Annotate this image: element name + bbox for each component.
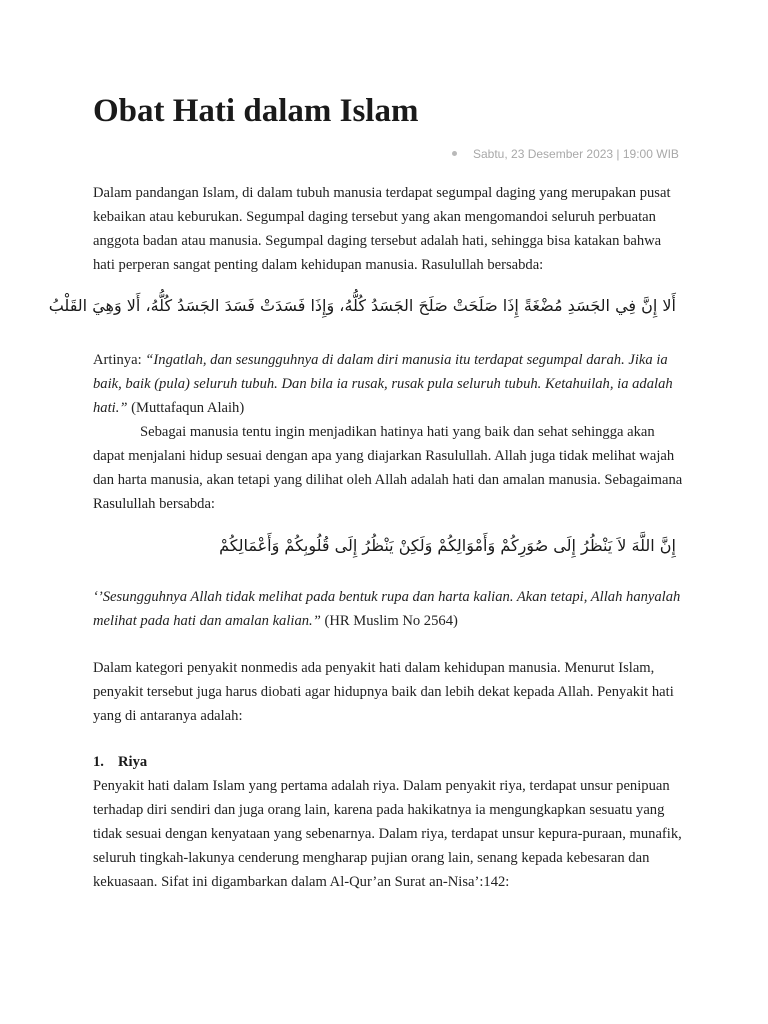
body-paragraph-3: Dalam kategori penyakit nonmedis ada penyakit hati dalam kehidupan manusia. Menurut Islam, penyakit tersebut juga harus diobati agar hidupnya baik dan lebih dekat kepada Allah. Penyakit hati yang di antaranya adalah: [93, 660, 674, 724]
translation-quote: “Ingatlah, dan sesungguhnya di dalam diri manusia itu terdapat segumpal darah. Jika ia baik, baik (pula) seluruh tubuh. Dan bila ia rusak, rusak pula seluruh tubuh. Ketahuilah, ia adalah hati.” [93, 352, 673, 416]
section-heading-riya [93, 750, 147, 774]
arabic-hadith-2: إِنَّ اللَّهَ لاَ يَنْظُرُ إِلَى صُوَرِكُمْ وَأَمْوَالِكُمْ وَلَكِنْ يَنْظُرُ إِلَى قُلُوبِكُمْ وَأَعْمَالِكُمْ [219, 536, 676, 555]
translation-source: (Muttafaqun Alaih) [127, 400, 245, 416]
translation-source-2: (HR Muslim No 2564) [320, 613, 458, 629]
section-number: 1. [93, 754, 104, 770]
translation-paragraph-2 [93, 585, 683, 633]
page-title: Obat Hati dalam Islam [93, 93, 419, 129]
translation-label: Artinya: [93, 352, 146, 368]
intro-paragraph: Dalam pandangan Islam, di dalam tubuh manusia terdapat segumpal daging yang merupakan pusat kebaikan atau keburukan. Segumpal daging tersebut yang akan mengomandoi seluruh perbuatan anggota badan atau manusia. Segumpal daging tersebut adalah hati, sehingga bisa katakan bahwa hati perperan sangat penting dalam kehidupan manusia. Rasulullah bersabda: [93, 185, 671, 273]
arabic-hadith-1: أَلا إِنَّ فِي الجَسَدِ مُضْغَةً إِذَا صَلَحَتْ صَلَحَ الجَسَدُ كُلُّهُ، وَإِذَا فَسَدَتْ فَسَدَ الجَسَدُ كُلُّهُ، أَلا وَهِيَ القَلْبُ [48, 296, 676, 315]
article-meta [452, 145, 679, 163]
body-paragraph-4: Penyakit hati dalam Islam yang pertama adalah riya. Dalam penyakit riya, terdapat unsur penipuan terhadap diri sendiri dan juga orang lain, karena pada hakikatnya ia mengungkapkan sesuatu yang tidak sesuai dengan kenyataan yang sebenarnya. Dalam riya, terdapat unsur kepura-puraan, munafik, seluruh tingkah-lakunya cenderung mengharap pujian orang lain, senang kepada kebesaran dan kekuasaan. Sifat ini digambarkan dalam Al-Qur’an Surat an-Nisa’:142: [93, 778, 682, 890]
translation-paragraph-1 [93, 348, 683, 420]
section-title: Riya [118, 754, 148, 770]
body-paragraph-2: Sebagai manusia tentu ingin menjadikan hatinya hati yang baik dan sehat sehingga akan dapat menjalani hidup sesuai dengan apa yang diajarkan Rasulullah. Allah juga tidak melihat wajah dan harta manusia, akan tetapi yang dilihat oleh Allah adalah hati dan amalan manusia. Sebagaimana Rasulullah bersabda: [93, 424, 683, 512]
translation-quote-2: ‘’Sesungguhnya Allah tidak melihat pada bentuk rupa dan harta kalian. Akan tetapi, Allah hanyalah melihat pada hati dan amalan kalian.” [93, 589, 681, 629]
publish-date: Sabtu, 23 Desember 2023 | 19:00 WIB [473, 147, 679, 161]
bullet-icon [452, 151, 457, 156]
